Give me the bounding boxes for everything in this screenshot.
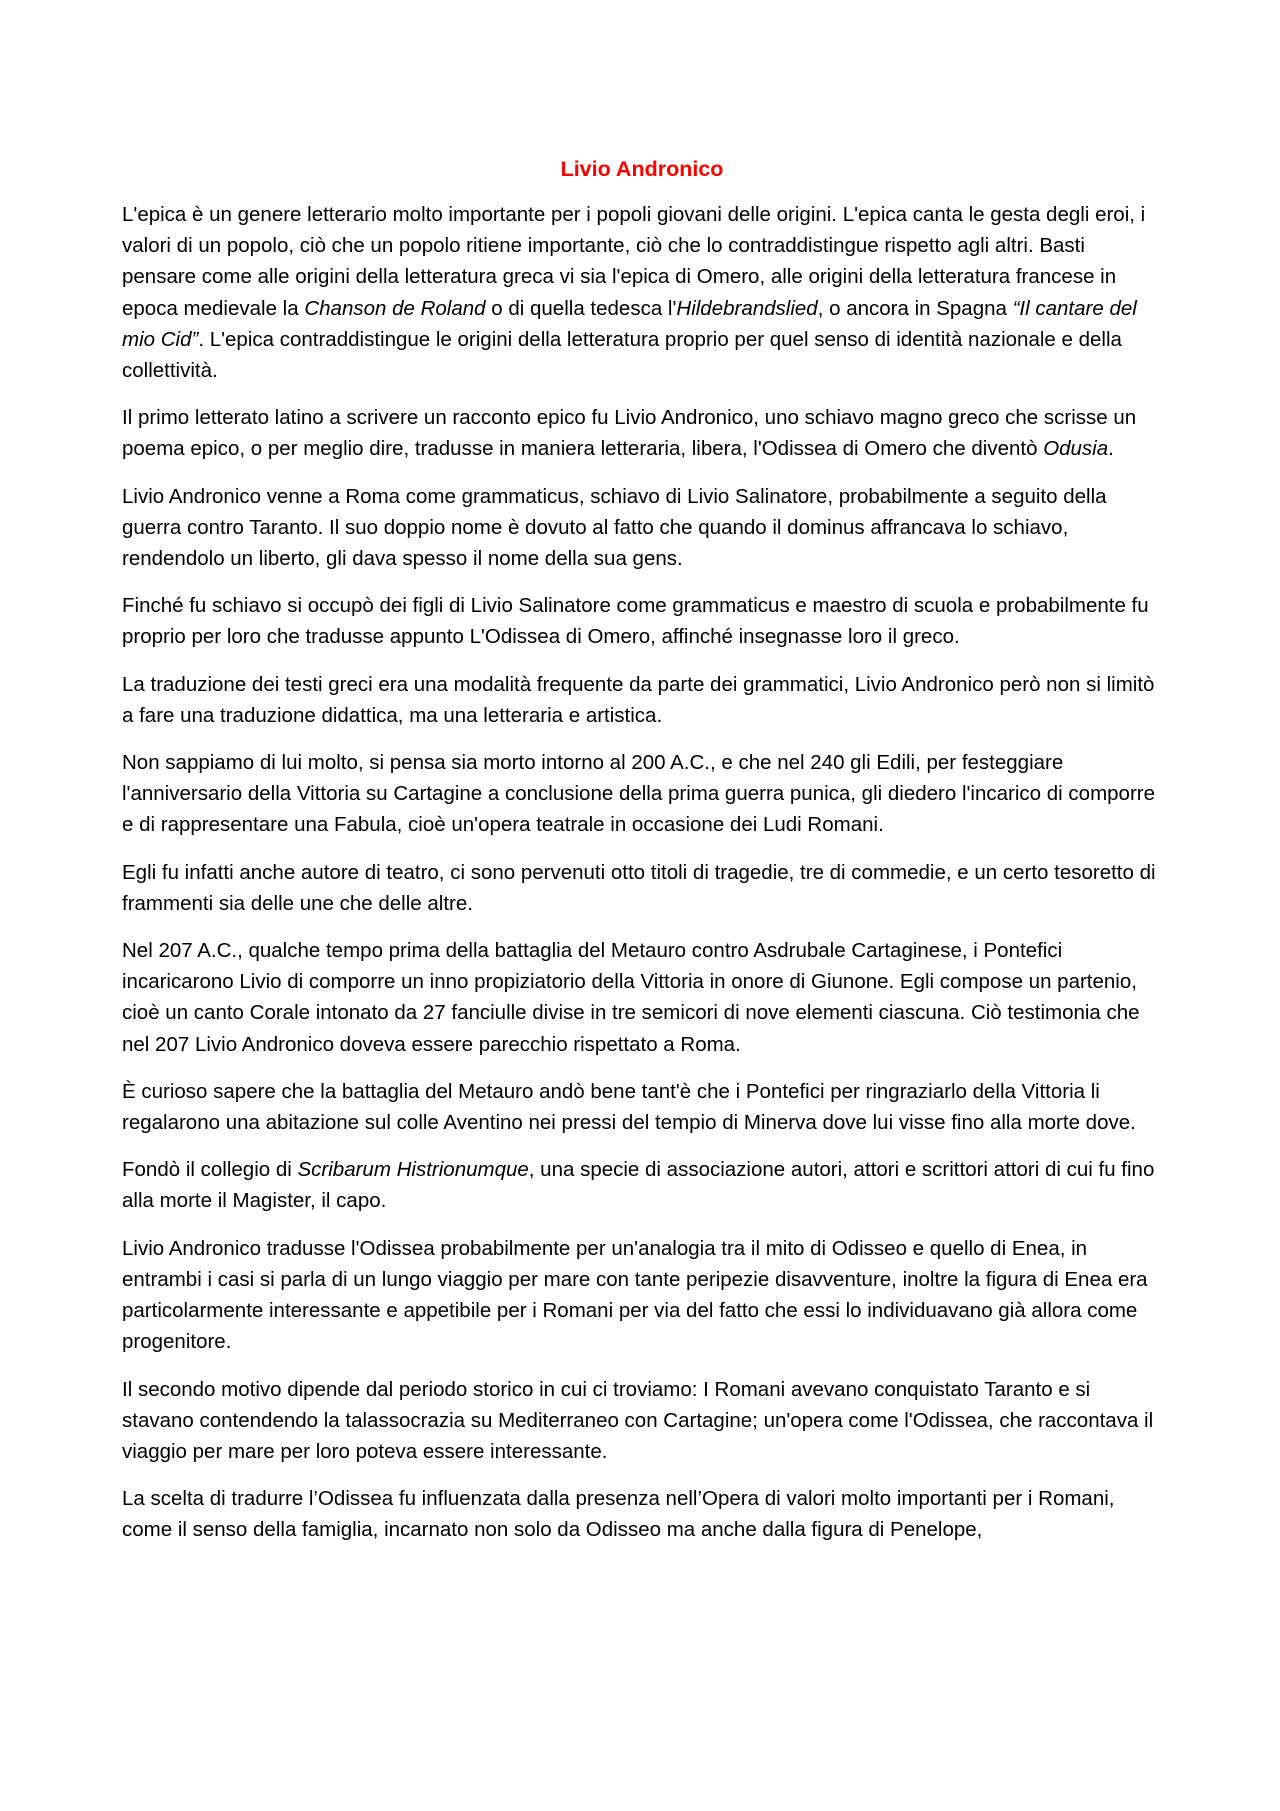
paragraph [122,1154,1162,1216]
paragraph [122,935,1162,1060]
text-run: Finché fu schiavo si occupò dei figli di Livio Salinatore come grammaticus e maestro di scuola e probabilmente fu proprio per loro che tradusse appunto L'Odissea di Omero, affinché insegnasse loro il greco. [122,594,1149,649]
text-run: , o ancora in Spagna [817,296,1013,320]
paragraph [122,590,1162,652]
paragraph [122,402,1162,464]
text-run: . [1108,437,1114,461]
text-run: Livio Andronico venne a Roma come grammaticus, schiavo di Livio Salinatore, probabilmente a seguito della guerra contro Taranto. Il suo doppio nome è dovuto al fatto che quando il dominus affrancava lo schiavo, rendendolo un liberto, gli dava spesso il nome della sua gens. [122,484,1107,571]
paragraph [122,669,1162,731]
text-run: La traduzione dei testi greci era una modalità frequente da parte dei grammatici, Livio Andronico però non si limitò a fare una traduzione didattica, ma una letteraria e artistica. [122,672,1155,727]
text-run: È curioso sapere che la battaglia del Metauro andò bene tant'è che i Pontefici per ringraziarlo della Vittoria li regalarono una abitazione sul colle Aventino nei pressi del tempio di Minerva dove lui visse fino alla morte dove. [122,1079,1136,1135]
paragraph [122,857,1162,919]
text-run: La scelta di tradurre l’Odissea fu influenzata dalla presenza nell’Opera di valori molto importanti per i Romani, come il senso della famiglia, incarnato non solo da Odisseo ma anche dalla figura di Penelope, [122,1487,1115,1542]
paragraph [122,1483,1162,1545]
italic-text-run: “Il cantare del mio Cid” [122,296,1137,351]
paragraph [122,481,1162,575]
document-title: Livio Andronico [560,157,724,181]
text-run: Il secondo motivo dipende dal periodo storico in cui ci troviamo: I Romani avevano conquistato Taranto e si stavano contendendo la talassocrazia su Mediterraneo con Cartagine; un'opera come l'Odissea, che raccontava il viaggio per mare per loro poteva essere interessante. [122,1377,1154,1463]
text-run: Non sappiamo di lui molto, si pensa sia morto intorno al 200 A.C., e che nel 240 gli Edili, per festeggiare l'anniversario della Vittoria su Cartagine a conclusione della prima guerra punica, gli diedero l'incarico di comporre e di rappresentare una Fabula, cioè un'opera teatrale in occasione dei Ludi Romani. [122,751,1155,837]
paragraph [122,1076,1162,1138]
text-run: Egli fu infatti anche autore di teatro, ci sono pervenuti otto titoli di tragedie, tre di commedie, e un certo tesoretto di frammenti sia delle une che delle altre. [122,860,1156,915]
text-run: o di quella tedesca l' [485,296,677,320]
text-run: Fondò il collegio di [122,1158,298,1182]
text-run: Nel 207 A.C., qualche tempo prima della battaglia del Metauro contro Asdrubale Cartaginese, i Pontefici incaricarono Livio di comporre un inno propiziatorio della Vittoria in onore di Giunone. Egli compose un partenio, cioè un canto Corale intonato da 27 fanciulle divise in tre semicori di nove elementi ciascuna. Ciò testimonia che nel 207 Livio Andronico doveva essere parecchio rispettato a Roma. [122,939,1140,1056]
italic-text-run: Scribarum Histrionumque [297,1158,529,1182]
document-body [122,199,1162,1546]
document-page [122,154,1162,1562]
italic-text-run: Chanson de Roland [304,296,486,320]
paragraph [122,1374,1162,1468]
paragraph [122,199,1162,386]
italic-text-run: Hildebrandslied [676,296,818,320]
text-run: Il primo letterato latino a scrivere un racconto epico fu Livio Andronico, uno schiavo magno greco che scrisse un poema epico, o per meglio dire, tradusse in maniera letteraria, libera, l'Odissea di Omero che diventò [122,406,1137,461]
paragraph [122,1233,1162,1358]
text-run: . L'epica contraddistingue le origini della letteratura proprio per quel senso di identità nazionale e della collettività. [122,327,1122,383]
paragraph [122,747,1162,841]
text-run: L'epica è un genere letterario molto importante per i popoli giovani delle origini. L'epica canta le gesta degli eroi, i valori di un popolo, ciò che un popolo ritiene importante, ciò che lo contraddistingue rispetto agli altri. Basti pensare come alle origini della letteratura greca vi sia l'epica di Omero, alle origini della letteratura francese in epoca medievale la [122,203,1146,320]
italic-text-run: Odusia [1043,437,1109,461]
text-run: Livio Andronico tradusse l'Odissea probabilmente per un'analogia tra il mito di Odisseo e quello di Enea, in entrambi i casi si parla di un lungo viaggio per mare con tante peripezie disavventure, inoltre la figura di Enea era particolarmente interessante e appetibile per i Romani per via del fatto che essi lo individuavano già allora come progenitore. [122,1236,1148,1354]
text-run: , una specie di associazione autori, attori e scrittori attori di cui fu fino alla morte il Magister, il capo. [122,1158,1155,1213]
